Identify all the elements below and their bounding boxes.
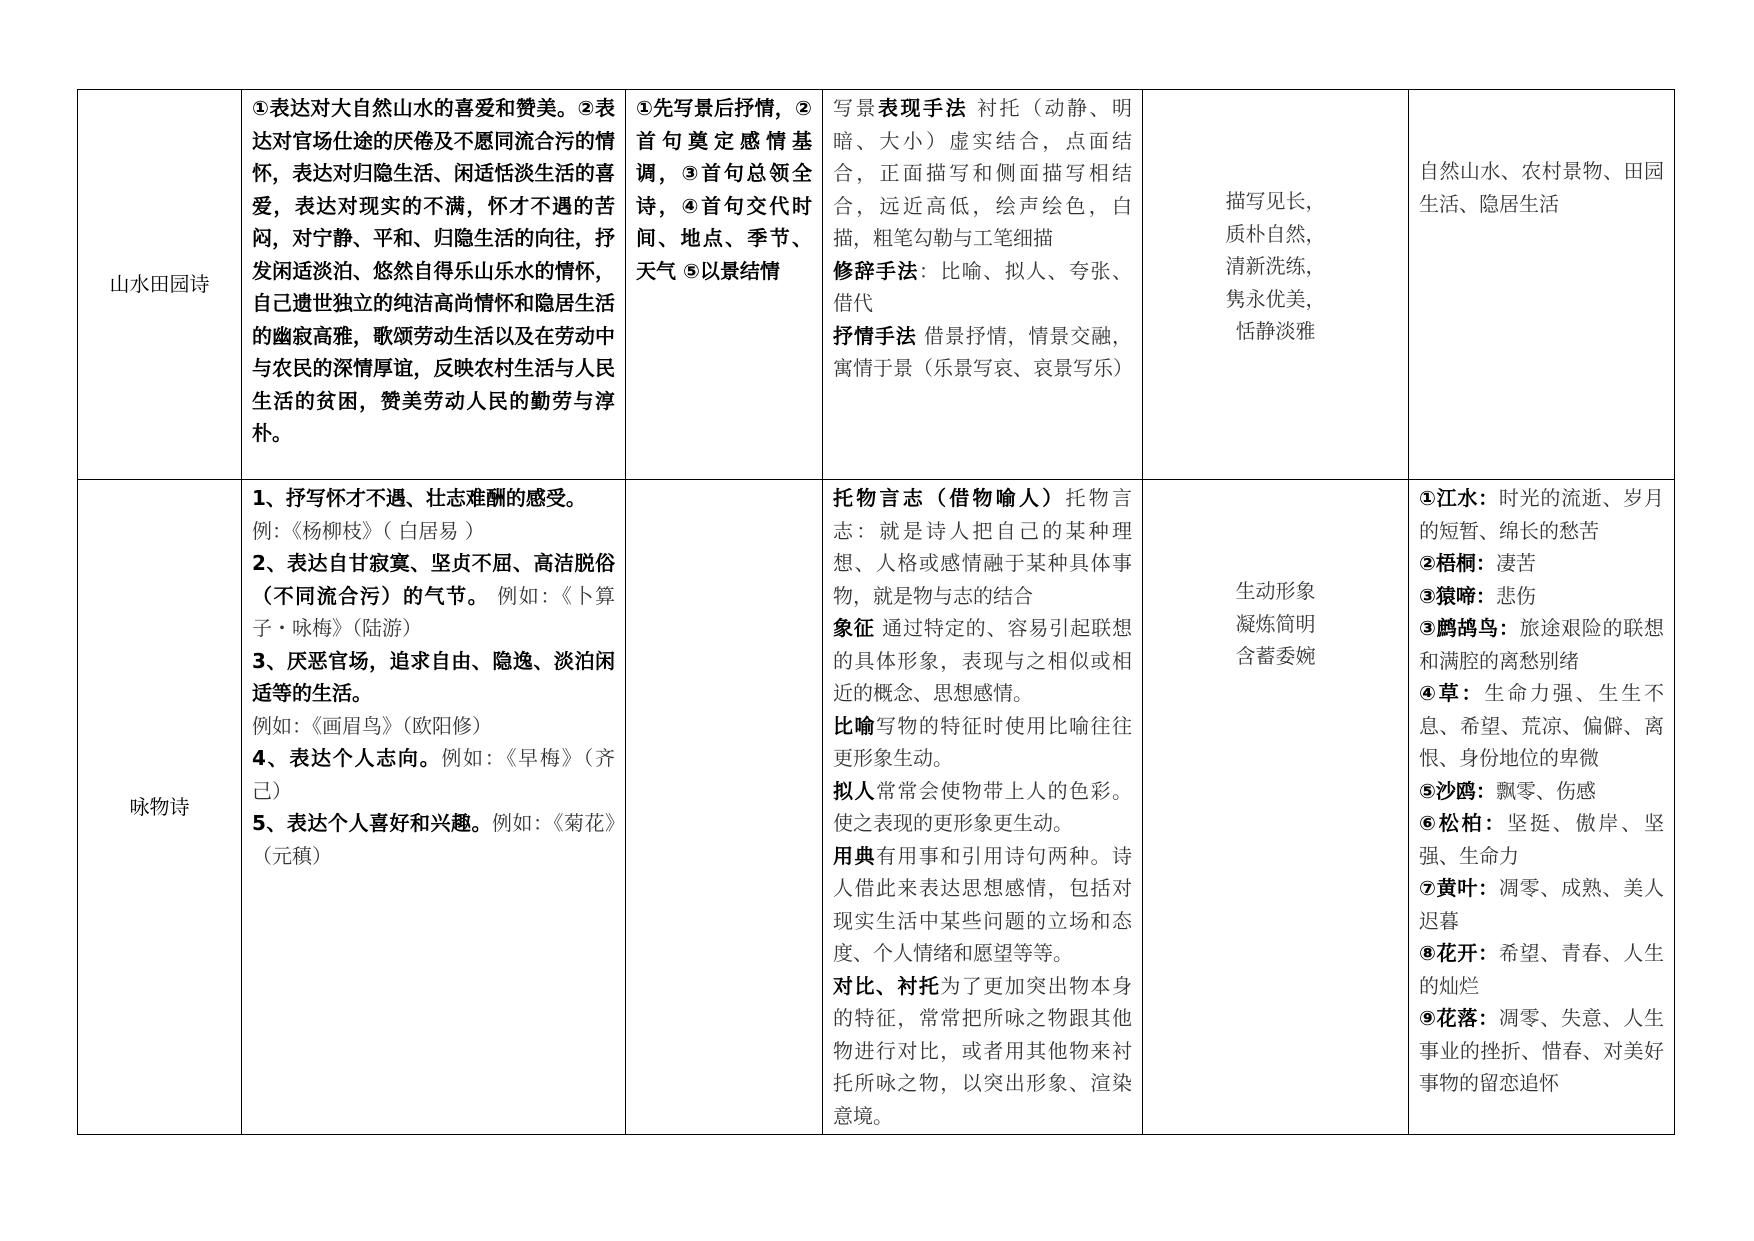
language-style-cell [1143,90,1409,480]
technique-text: 衬托（动静、明暗、大小）虚实结合，点面结合，正面描写和侧面描写相结合，远近高低，绘声绘色，白描，粗笔勾勒与工笔细描 [833,96,1133,250]
imagery-label: ①江水： [1419,486,1499,510]
imagery-label: ⑥松柏： [1419,811,1508,835]
technique-text: 写物的特征时使用比喻往往更形象生动。 [833,713,1133,770]
imagery-label: ③鹧鸪鸟： [1419,616,1520,640]
imagery-text: 凋零、成熟、美人迟暮 [1419,876,1665,933]
techniques-cell [823,90,1143,480]
technique-text: 托物言志：就是诗人把自己的某种理想、人格或感情融于某种具体事物，就是物与志的结合 [833,486,1132,608]
imagery-text: 凋零、失意、人生事业的挫折、惜春、对美好事物的留恋追怀 [1419,1006,1665,1095]
technique-label: 修辞手法 [833,258,919,283]
imagery-label: ⑦黄叶： [1419,876,1499,900]
emotion-example: 例如：《早梅》（齐己） [252,746,615,803]
emotion-example: 例如：《画眉鸟》（欧阳修） [252,713,492,738]
technique-label: 用典 [833,843,876,868]
category-cell: 山水田园诗 [78,90,242,480]
imagery-text: 悲伤 [1495,583,1536,608]
imagery-label: ②梧桐： [1419,551,1496,575]
style-item: 凝炼简明 [1235,611,1316,636]
technique-label: 托物言志（借物喻人） [833,486,1066,510]
emotions-cell [242,480,626,1135]
emotion-item: 4、表达个人志向。 [252,746,442,770]
style-item: 质朴自然， [1225,221,1326,246]
technique-text: 为了更加突出物本身的特征，常常把所咏之物跟其他物进行对比，或者用其他物来衬托所咏之物，以突出形象、渲染意境。 [833,973,1133,1128]
technique-text: 通过特定的、容易引起联想的具体形象，表现与之相似或相近的概念、思想感情。 [833,616,1133,705]
technique-text: ：比喻、拟人、夸张、借代 [833,258,1133,315]
technique-label: 比喻 [833,713,876,738]
imagery-label: ⑤沙鸥： [1419,778,1496,803]
technique-label: 对比、衬托 [833,973,941,998]
structure-cell: ①先写景后抒情，②首句奠定感情基调，③首句总领全诗，④首句交代时间、地点、季节、天气 ⑤以景结情 [626,90,823,480]
style-item: 清新洗练， [1225,254,1326,278]
technique-label: 拟人 [833,778,876,803]
category-cell: 咏物诗 [78,480,242,1135]
imagery-text: 凄苦 [1495,551,1536,575]
imagery-text: 旅途艰险的联想和满腔的离愁别绪 [1419,616,1665,673]
imagery-label: ⑨花落： [1419,1006,1499,1030]
emotions-cell: ①表达对大自然山水的喜爱和赞美。②表达对官场仕途的厌倦及不愿同流合污的情怀，表达对归隐生活、闲适恬淡生活的喜爱，表达对现实的不满，怀才不遇的苦闷，对宁静、平和、归隐生活的向往，抒发闲适淡泊、悠然自得乐山乐水的情怀，自己遗世独立的纯洁高尚情怀和隐居生活的幽寂高雅，歌颂劳动生活以及在劳动中与农民的深情厚谊，反映农村生活与人民生活的贫困，赞美劳动人民的勤劳与淳朴。 [242,90,626,480]
imagery-cell [1409,480,1675,1135]
technique-label: 抒情手法 [833,323,917,348]
technique-text: 借景抒情，情景交融，寓情于景（乐景写哀、哀景写乐） [833,323,1133,380]
imagery-cell: 自然山水、农村景物、田园生活、隐居生活 [1409,90,1675,480]
technique-label: 表现手法 [878,96,969,120]
imagery-text: 坚挺、傲岸、坚强、生命力 [1419,811,1665,868]
imagery-text: 飘零、伤感 [1495,778,1596,803]
table-row [78,90,1675,480]
structure-cell [626,480,823,1135]
table-row [78,480,1675,1135]
imagery-text: 希望、青春、人生的灿烂 [1419,941,1665,998]
imagery-text: 生命力强、生生不息、希望、荒凉、偏僻、离恨、身份地位的卑微 [1419,681,1665,770]
emotion-item: 3、厌恶官场，追求自由、隐逸、淡泊闲适等的生活。 [252,648,615,705]
style-item: 含蓄委婉 [1235,644,1316,668]
emotion-item: 1、抒写怀才不遇、壮志难酬的感受。 [252,486,586,510]
technique-label: 象征 [833,616,875,640]
poetry-table [77,89,1675,1135]
technique-text: 有用事和引用诗句两种。诗人借此来表达思想感情，包括对现实生活中某些问题的立场和态度、个人情绪和愿望等等。 [833,843,1133,965]
techniques-cell [823,480,1143,1135]
emotion-item: 5、表达个人喜好和兴趣。 [252,811,492,835]
imagery-label: ③猿啼： [1419,583,1496,608]
style-item: 描写见长， [1225,189,1326,213]
emotion-example: 例如：《菊花》（元稹） [252,811,615,868]
style-item: 恬静淡雅 [1235,319,1316,343]
emotion-example: 例如：《卜算子・咏梅》（陆游） [252,583,616,640]
technique-text: 常常会使物带上人的色彩。使之表现的更形象更生动。 [833,778,1133,835]
style-item: 隽永优美， [1225,286,1326,311]
imagery-text: 时光的流逝、岁月的短暂、绵长的愁苦 [1419,486,1665,543]
technique-prefix: 写景 [833,96,879,120]
language-style-cell [1143,480,1409,1135]
imagery-label: ⑧花开： [1419,941,1499,965]
emotion-example: 例：《杨柳枝》（ 白居易 ） [252,518,485,543]
style-item: 生动形象 [1235,579,1316,603]
imagery-label: ④草： [1419,681,1485,705]
emotion-item: 2、表达自甘寂寞、坚贞不屈、高洁脱俗（不同流合污）的气节。 [252,551,615,608]
